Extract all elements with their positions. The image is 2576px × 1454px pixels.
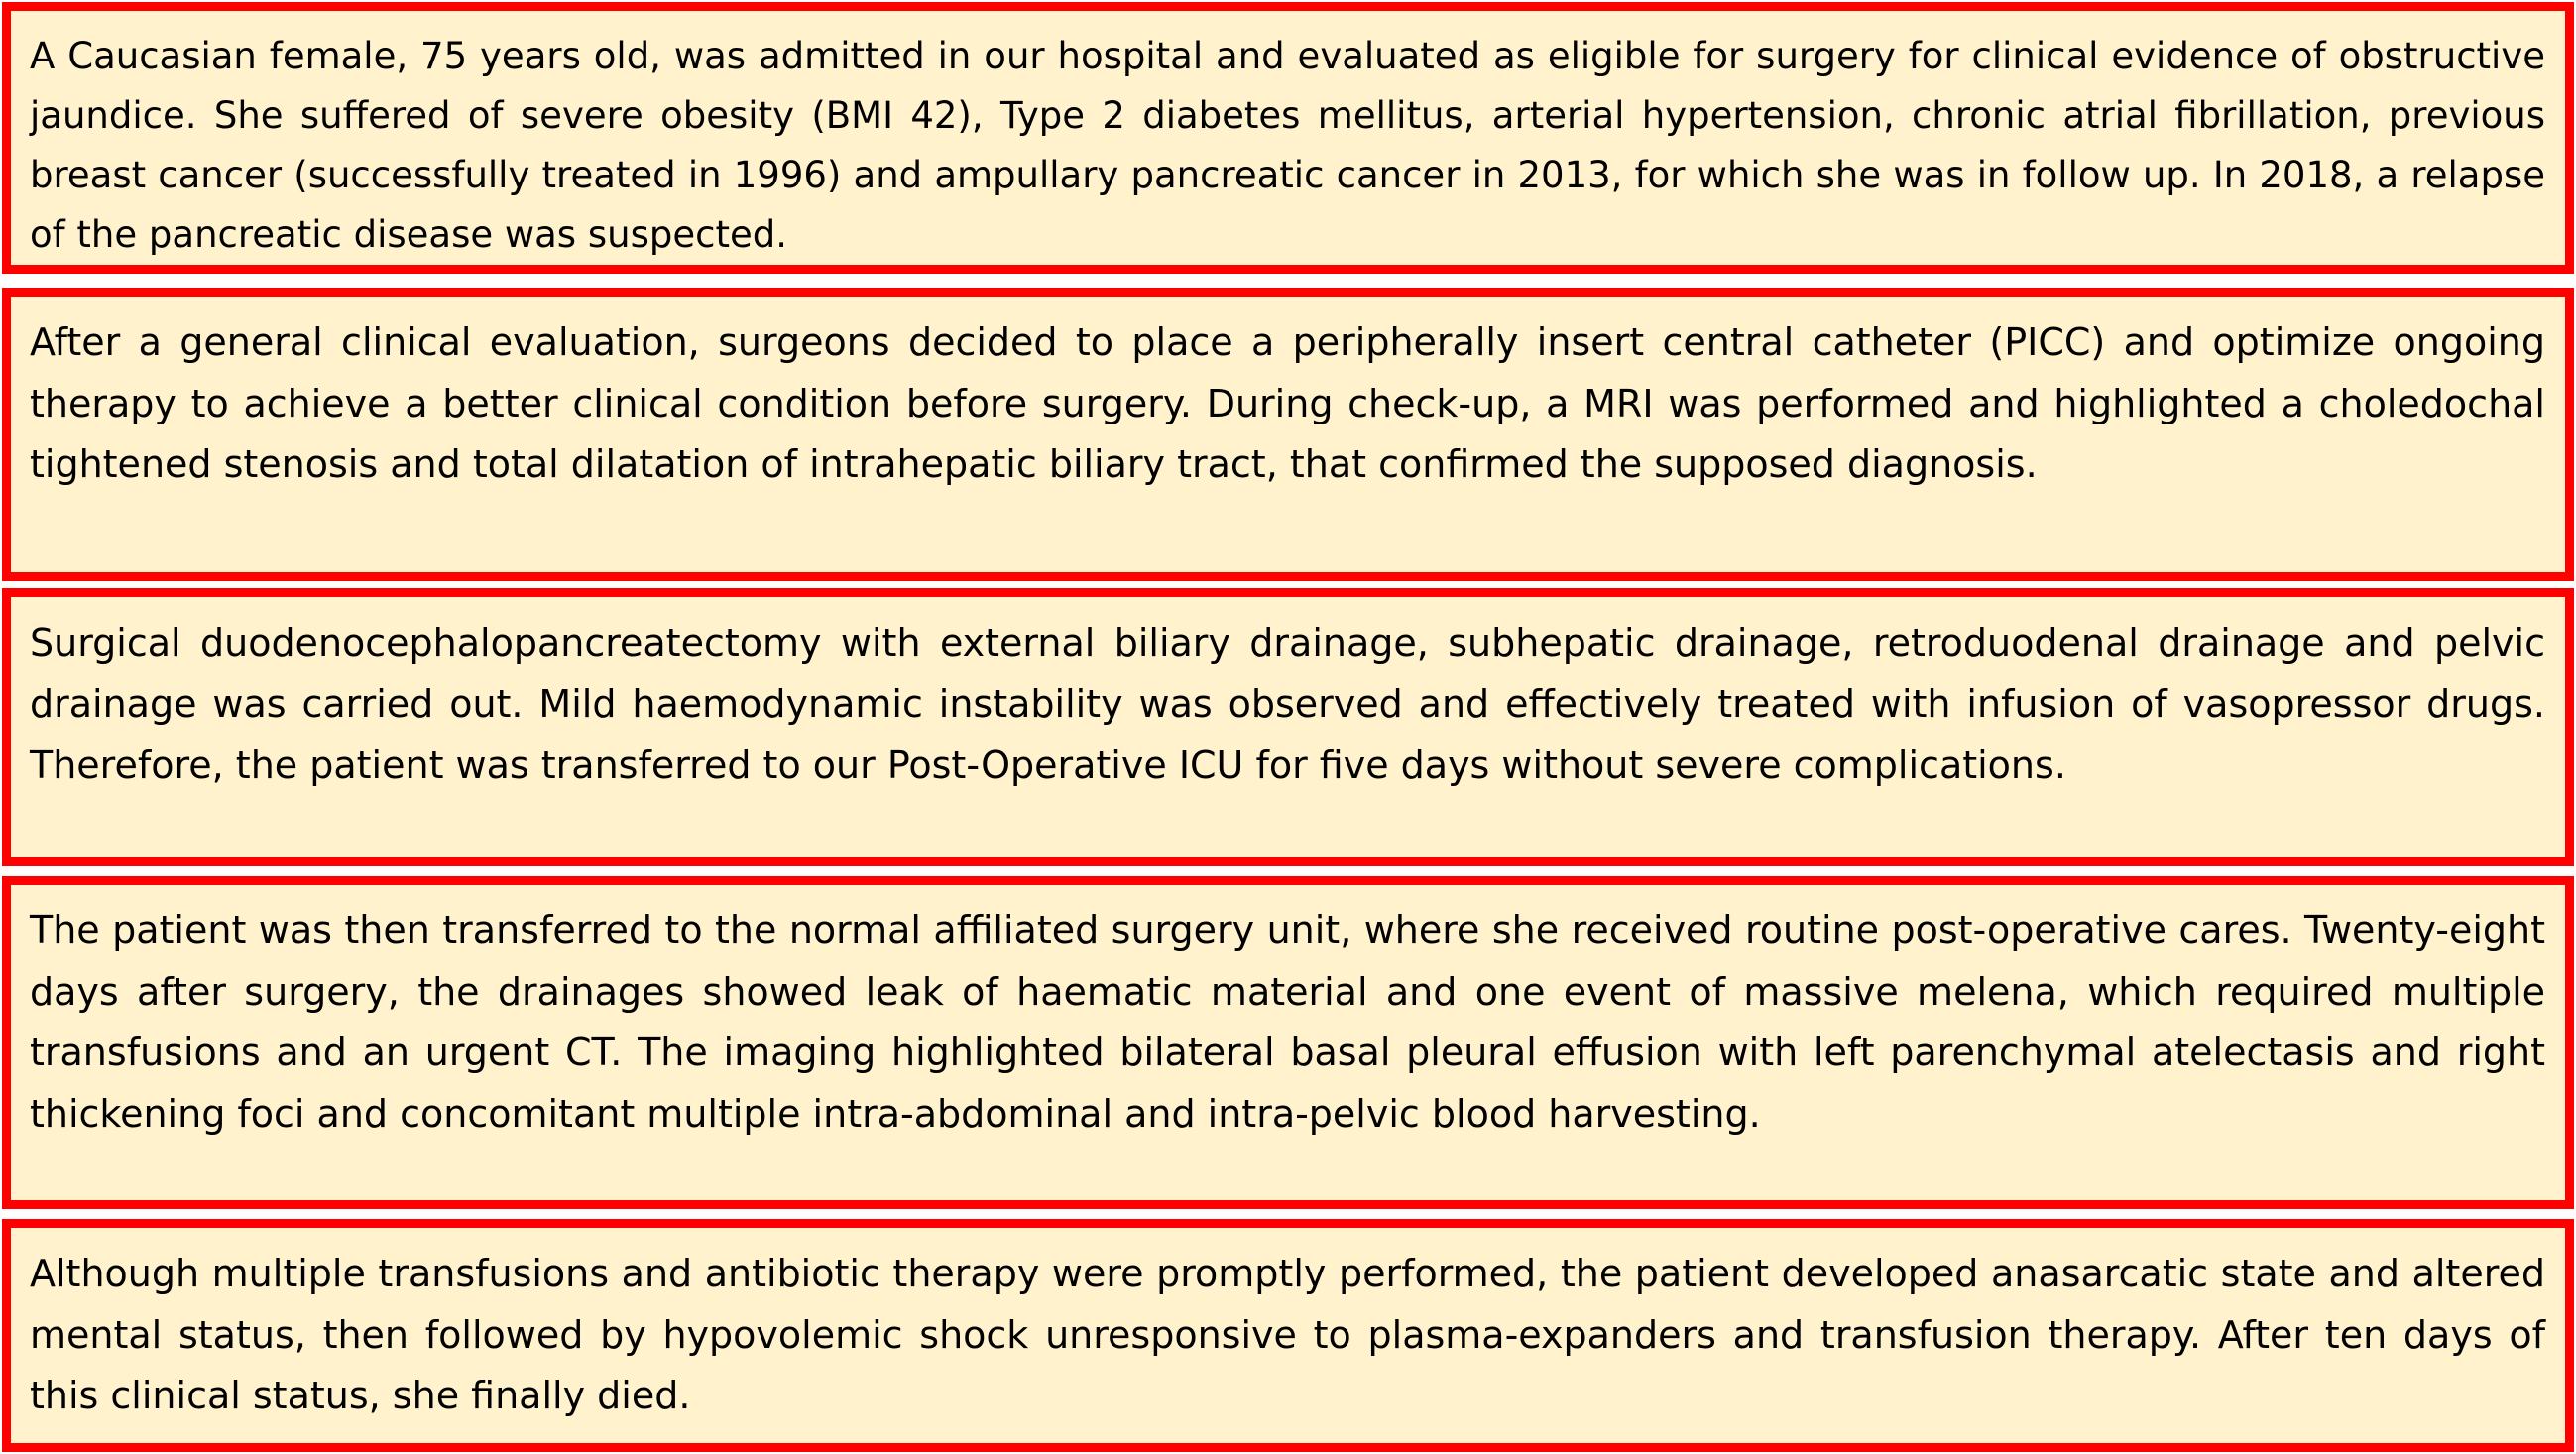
case-text-complications: The patient was then transferred to the normal affiliated surgery unit, where she received routine post-operative cares. Twenty-eight days after surgery, the drainages showed leak of haematic material and one event of massive melena, which required multiple transfusions and an urgent CT. The imaging highlighted bilateral basal pleural effusion with left parenchymal atelectasis and right thickening foci and concomitant multiple intra-abdominal and intra-pelvic blood harvesting. <box>30 909 2545 1136</box>
case-box-surgery <box>2 588 2574 866</box>
case-box-complications <box>2 876 2574 1209</box>
case-text-admission: A Caucasian female, 75 years old, was admitted in our hospital and evaluated as eligible for surgery for clinical evidence of obstructive jaundice. She suffered of severe obesity (BMI 42), Type 2 diabetes mellitus, arterial hypertension, chronic atrial fibrillation, previous breast cancer (successfully treated in 1996) and ampullary pancreatic cancer in 2013, for which she was in follow up. In 2018, a relapse of the pancreatic disease was suspected. <box>30 35 2545 256</box>
case-text-outcome: Although multiple transfusions and antibiotic therapy were promptly performed, the patient developed anasarcatic state and altered mental status, then followed by hypovolemic shock unresponsive to plasma-expanders and transfusion therapy. After ten days of this clinical status, she finally died. <box>30 1252 2545 1417</box>
case-box-outcome <box>2 1219 2574 1452</box>
case-box-evaluation <box>2 288 2574 581</box>
case-text-surgery: Surgical duodenocephalopancreatectomy with external biliary drainage, subhepatic drainage, retroduodenal drainage and pelvic drainage was carried out. Mild haemodynamic instability was observed and effectively treated with infusion of vasopressor drugs. Therefore, the patient was transferred to our Post-Operative ICU for five days without severe complications. <box>30 621 2545 787</box>
case-box-admission <box>2 2 2574 274</box>
case-text-evaluation: After a general clinical evaluation, surgeons decided to place a peripherally insert central catheter (PICC) and optimize ongoing therapy to achieve a better clinical condition before surgery. During check-up, a MRI was performed and highlighted a choledochal tightened stenosis and total dilatation of intrahepatic biliary tract, that confirmed the supposed diagnosis. <box>30 320 2545 486</box>
